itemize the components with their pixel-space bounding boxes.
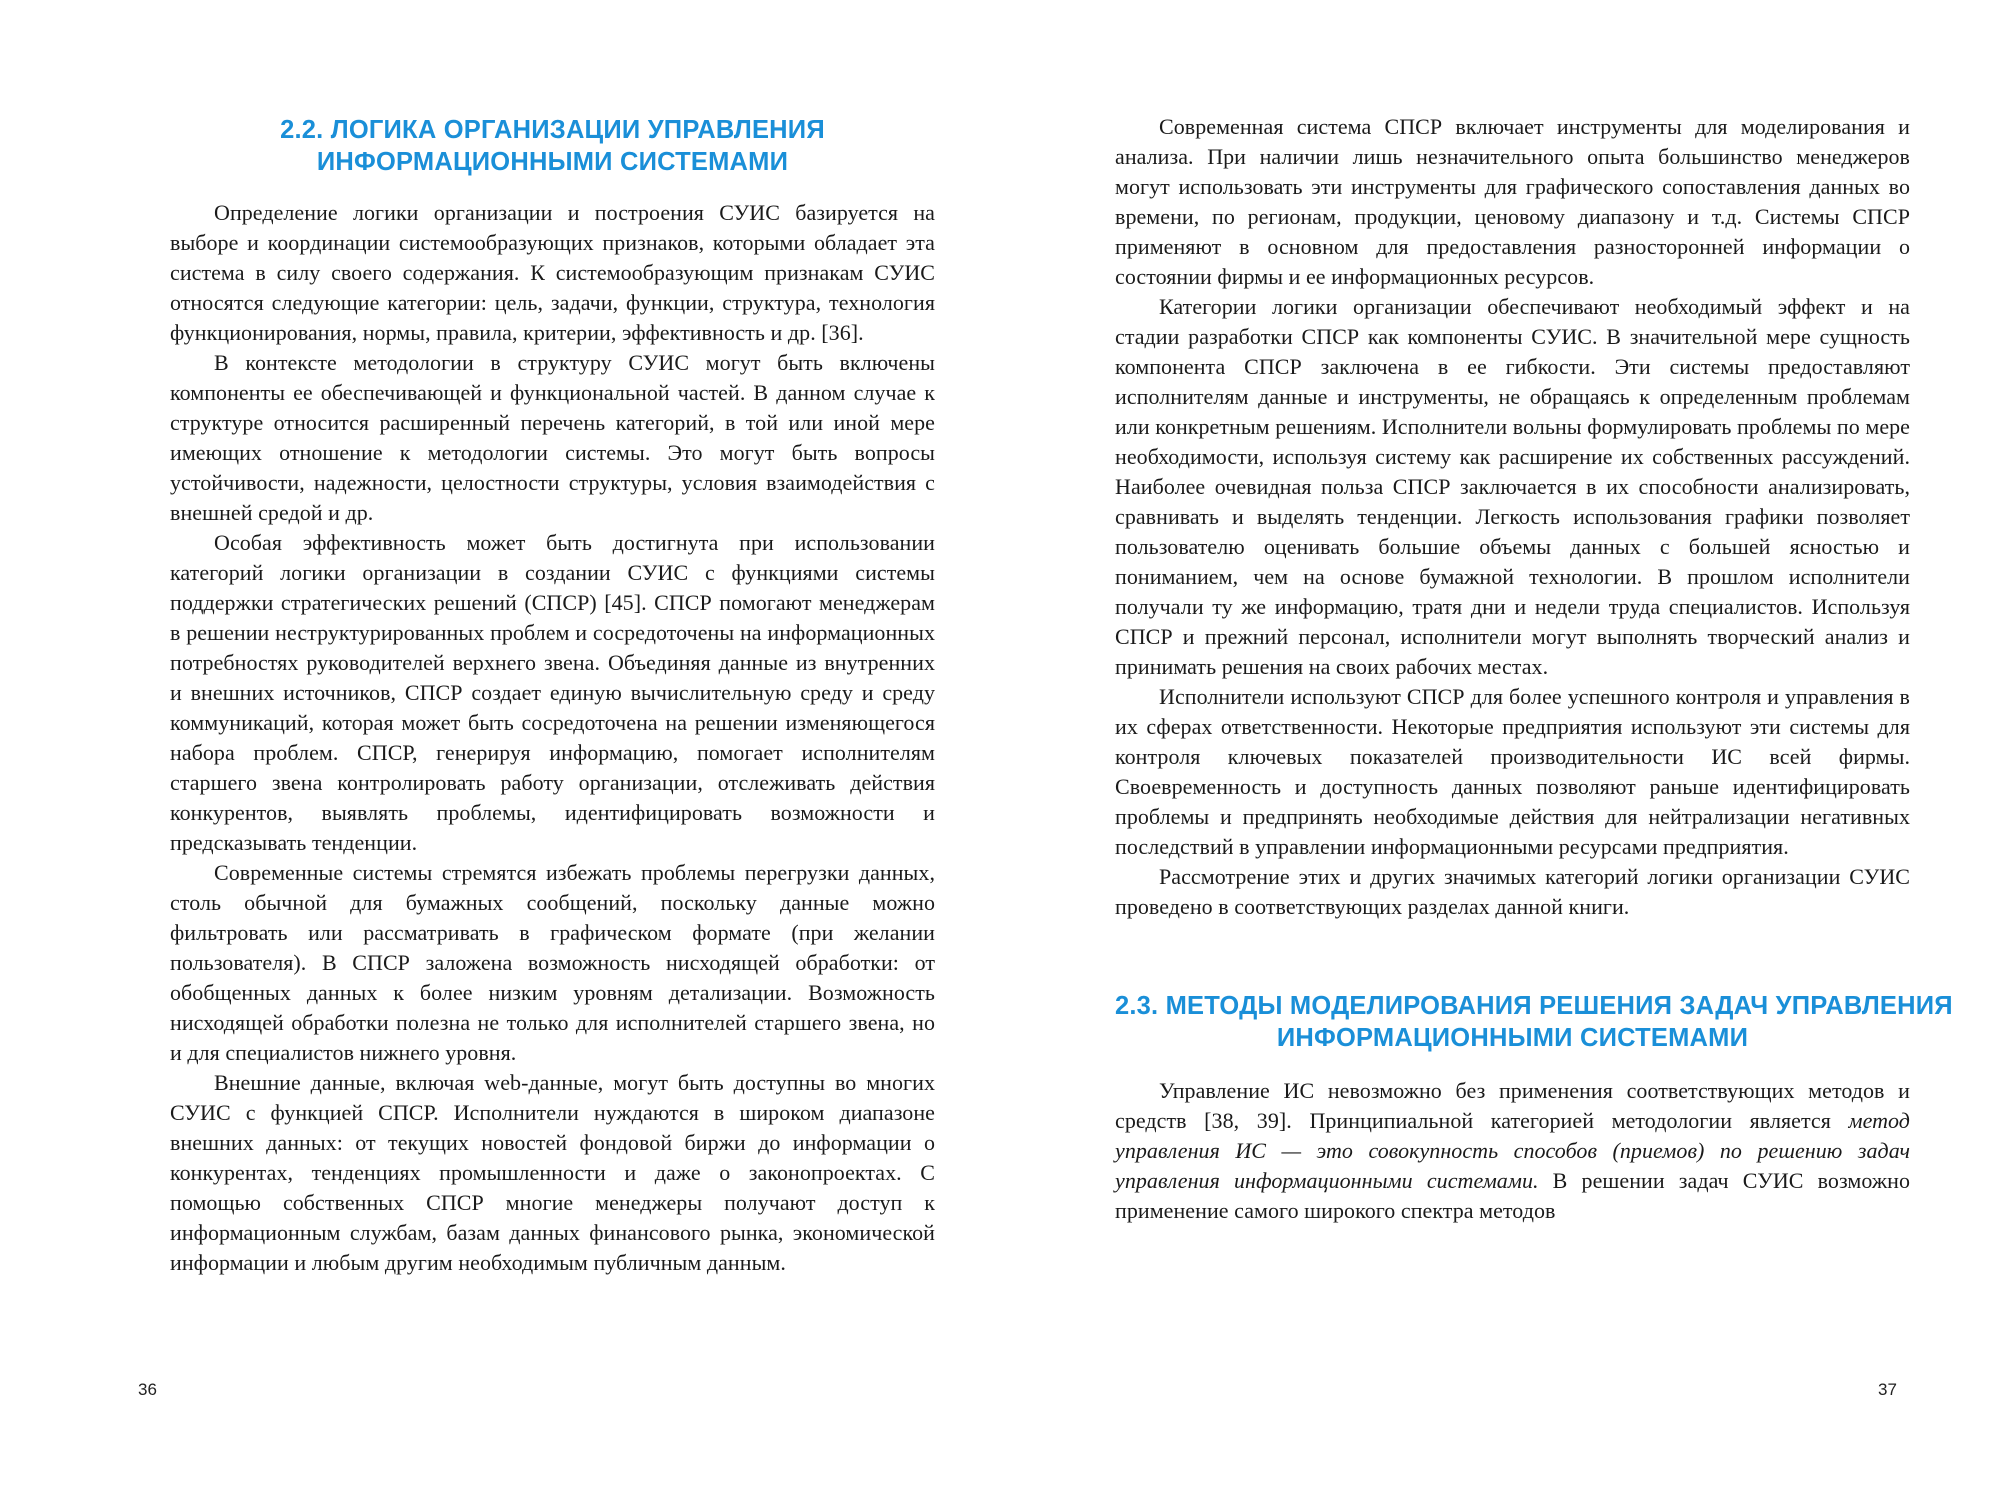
- paragraph: Рассмотрение этих и других значимых категорий логики организации СУИС проведено в соответствующих разделах данной книги.: [1115, 864, 1910, 919]
- heading-line: 2.2. ЛОГИКА ОРГАНИЗАЦИИ УПРАВЛЕНИЯ: [280, 116, 825, 144]
- paragraph: Особая эффективность может быть достигнута при использовании категорий логики организации в создании СУИС с функциями системы поддержки стратегических решений (СПСР) [45]. СПСР помогают менеджерам в решении неструктурированных проблем и сосредоточены на информационных потребностях руководителей верхнего звена. Объединяя данные из внутренних и внешних источников, СПСР создает единую вычислительную среду и среду коммуникаций, которая может быть сосредоточена на решении изменяющегося набора проблем. СПСР, генерируя информацию, помогает исполнителям старшего звена контролировать работу организации, отслеживать действия конкурентов, выявлять проблемы, идентифицировать возможности и предсказывать тенденции.: [170, 530, 935, 855]
- right-body-text: [1115, 112, 1910, 922]
- paragraph: Современные системы стремятся избежать проблемы перегрузки данных, столь обычной для бумажных сообщений, поскольку данные можно фильтровать или рассматривать в графическом формате (при желании пользователя). В СПСР заложена возможность нисходящей обработки: от обобщенных данных к более низким уровням детализации. Возможность нисходящей обработки полезна не только для исполнителей старшего звена, но и для специалистов нижнего уровня.: [170, 860, 935, 1065]
- definition-italic: метод управления ИС — это совокупность способов (приемов) по решению задач управления информационными системами.: [1115, 1108, 1910, 1193]
- section-heading-2-3: [1115, 990, 1953, 1054]
- paragraph-lead: Управление ИС невозможно без применения соответствующих методов и средств [38, 39]. Принципиальной категорией методологии является: [1115, 1078, 1910, 1133]
- paragraph: Исполнители используют СПСР для более успешного контроля и управления в их сферах ответственности. Некоторые предприятия используют эти системы для контроля ключевых показателей производительности ИС всей фирмы. Своевременность и доступность данных позволяют раньше идентифицировать проблемы и предпринять необходимые действия для нейтрализации негативных последствий в управлении информационными ресурсами предприятия.: [1115, 684, 1910, 859]
- left-body-text: [170, 198, 935, 1278]
- paragraph: В контексте методологии в структуру СУИС могут быть включены компоненты ее обеспечивающей и функциональной частей. В данном случае к структуре относится расширенный перечень категорий, в той или иной мере имеющих отношение к методологии системы. Это могут быть вопросы устойчивости, надежности, целостности структуры, условия взаимодействия с внешней средой и др.: [170, 350, 935, 525]
- left-page: [170, 0, 935, 1496]
- right-body-text-2: [1115, 1076, 1910, 1226]
- paragraph: Внешние данные, включая web-данные, могут быть доступны во многих СУИС с функцией СПСР. Исполнители нуждаются в широком диапазоне внешних данных: от текущих новостей фондовой биржи до информации о конкурентах, тенденциях промышленности и даже о законопроектах. С помощью собственных СПСР многие менеджеры получают доступ к информационным службам, базам данных финансового рынка, экономической информации и любым другим необходимым публичным данным.: [170, 1070, 935, 1275]
- right-page: [1115, 0, 1953, 1496]
- heading-line: 2.3. МЕТОДЫ МОДЕЛИРОВАНИЯ РЕШЕНИЯ ЗАДАЧ УПРАВЛЕНИЯ: [1115, 992, 1953, 1020]
- page-number-left: 36: [138, 1380, 157, 1399]
- paragraph-with-definition: [1115, 1076, 1910, 1226]
- paragraph-tail: В решении задач СУИС возможно применение самого широкого спектра методов: [1115, 1168, 1910, 1223]
- paragraph: Определение логики организации и построения СУИС базируется на выборе и координации системообразующих признаков, которыми обладает эта система в силу своего содержания. К системообразующим признакам СУИС относятся следующие категории: цель, задачи, функции, структура, технология функционирования, нормы, правила, критерии, эффективность и др. [36].: [170, 200, 935, 345]
- heading-line: ИНФОРМАЦИОННЫМИ СИСТЕМАМИ: [1276, 1024, 1749, 1052]
- paragraph: Категории логики организации обеспечивают необходимый эффект и на стадии разработки СПСР как компоненты СУИС. В значительной мере сущность компонента СПСР заключена в ее гибкости. Эти системы предоставляют исполнителям данные и инструменты, не обращаясь к определенным проблемам или конкретным решениям. Исполнители вольны формулировать проблемы по мере необходимости, используя систему как расширение их собственных рассуждений. Наиболее очевидная польза СПСР заключается в их способности анализировать, сравнивать и выделять тенденции. Легкость использования графики позволяет пользователю оценивать большие объемы данных с большей ясностью и пониманием, чем на основе бумажной технологии. В прошлом исполнители получали ту же информацию, тратя дни и недели труда специалистов. Используя СПСР и прежний персонал, исполнители могут выполнять творческий анализ и принимать решения на своих рабочих местах.: [1115, 294, 1910, 679]
- paragraph: Современная система СПСР включает инструменты для моделирования и анализа. При наличии лишь незначительного опыта большинство менеджеров могут использовать эти инструменты для графического сопоставления данных во времени, по регионам, продукции, ценовому диапазону и т.д. Системы СПСР применяют в основном для предоставления разносторонней информации о состоянии фирмы и ее информационных ресурсов.: [1115, 114, 1910, 289]
- page-number-right: 37: [1878, 1380, 1897, 1399]
- section-heading-2-2: [170, 114, 935, 178]
- heading-line: ИНФОРМАЦИОННЫМИ СИСТЕМАМИ: [316, 148, 789, 176]
